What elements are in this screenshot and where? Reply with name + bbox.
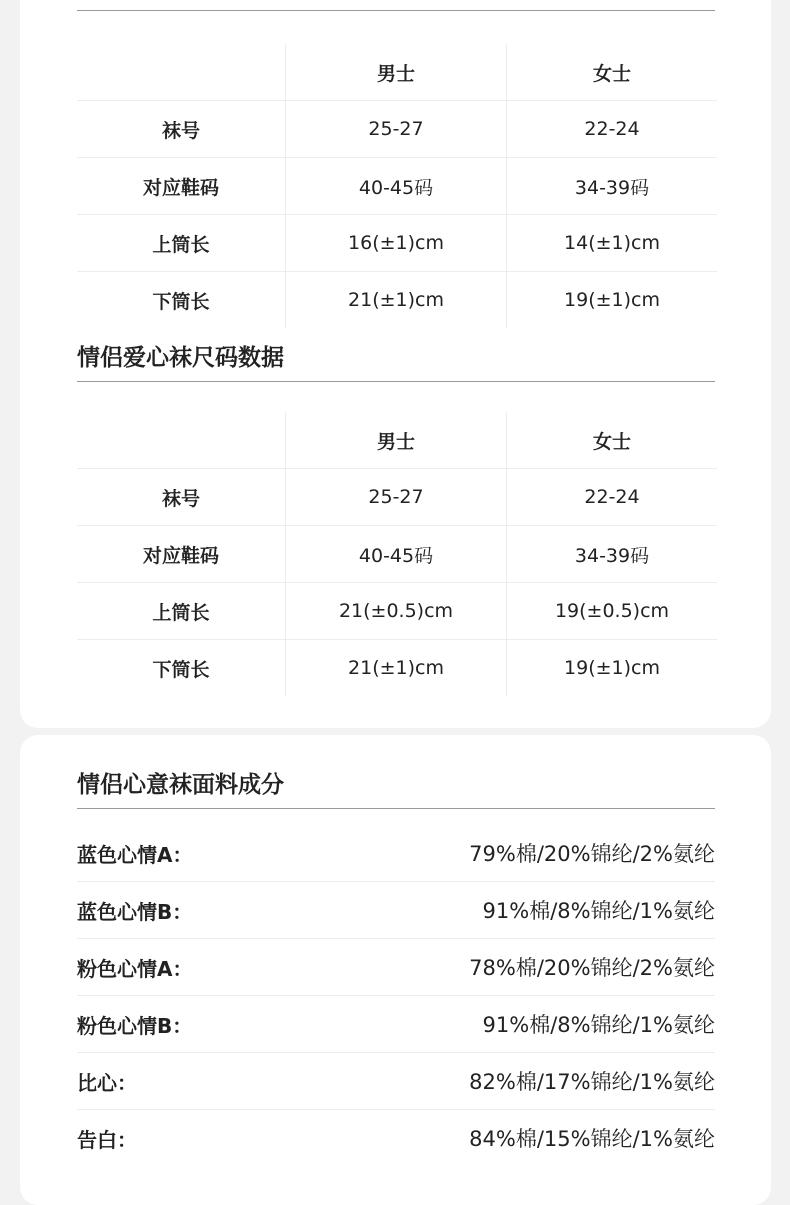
cell-women: 22-24	[507, 469, 718, 526]
fabric-value: 78%棉/20%锦纶/2%氨纶	[469, 956, 715, 980]
row-label: 上筒长	[77, 215, 286, 272]
cell-men: 25-27	[286, 469, 507, 526]
fabric-name: 告白：	[77, 1127, 137, 1152]
cell-men: 21(±0.5)cm	[286, 583, 507, 640]
size-card	[20, 0, 771, 728]
row-label: 下筒长	[77, 272, 286, 329]
fabric-card	[20, 735, 771, 1205]
row-label: 下筒长	[77, 640, 286, 697]
cell-women: 22-24	[507, 101, 718, 158]
table-row	[77, 272, 717, 329]
fabric-value: 91%棉/8%锦纶/1%氨纶	[482, 1013, 715, 1037]
table-header-row	[77, 44, 717, 101]
table-row	[77, 215, 717, 272]
cell-women: 14(±1)cm	[507, 215, 718, 272]
section-title-fabric: 情侣心意袜面料成分	[77, 768, 715, 809]
table-header-blank	[77, 44, 286, 101]
table-header-women: 女士	[507, 44, 718, 101]
table-header-men: 男士	[286, 412, 507, 469]
section-title-size-1	[77, 0, 715, 11]
cell-men: 40-45码	[286, 158, 507, 215]
table-row	[77, 526, 717, 583]
fabric-name: 比心：	[77, 1070, 137, 1095]
fabric-name: 粉色心情B：	[77, 1013, 193, 1038]
table-row	[77, 101, 717, 158]
table-header-men: 男士	[286, 44, 507, 101]
table-header-women: 女士	[507, 412, 718, 469]
cell-men: 16(±1)cm	[286, 215, 507, 272]
fabric-name: 蓝色心情B：	[77, 899, 193, 924]
cell-men: 21(±1)cm	[286, 640, 507, 697]
size-table-2	[77, 412, 717, 696]
list-item	[77, 882, 715, 939]
list-item	[77, 1053, 715, 1110]
fabric-name: 蓝色心情A：	[77, 842, 193, 867]
table-header-row	[77, 412, 717, 469]
list-item	[77, 1110, 715, 1166]
table-row	[77, 640, 717, 697]
list-item	[77, 996, 715, 1053]
size-table-1	[77, 44, 717, 328]
cell-men: 25-27	[286, 101, 507, 158]
cell-men: 40-45码	[286, 526, 507, 583]
row-label: 对应鞋码	[77, 158, 286, 215]
fabric-value: 84%棉/15%锦纶/1%氨纶	[469, 1127, 715, 1151]
cell-women: 19(±1)cm	[564, 657, 660, 679]
fabric-value: 91%棉/8%锦纶/1%氨纶	[482, 899, 715, 923]
table-row	[77, 469, 717, 526]
fabric-list	[77, 825, 715, 1166]
row-label: 对应鞋码	[77, 526, 286, 583]
cell-women: 34-39码	[507, 526, 718, 583]
table-header-blank	[77, 412, 286, 469]
list-item	[77, 825, 715, 882]
fabric-value: 82%棉/17%锦纶/1%氨纶	[469, 1070, 715, 1094]
row-label: 上筒长	[77, 583, 286, 640]
table-row	[77, 583, 717, 640]
row-label: 袜号	[77, 101, 286, 158]
cell-women: 19(±0.5)cm	[507, 583, 718, 640]
table-row	[77, 158, 717, 215]
fabric-name: 粉色心情A：	[77, 956, 193, 981]
fabric-value: 79%棉/20%锦纶/2%氨纶	[469, 842, 715, 866]
row-label: 袜号	[77, 469, 286, 526]
cell-women: 34-39码	[507, 158, 718, 215]
section-title-size-2: 情侣爱心袜尺码数据	[77, 341, 715, 382]
cell-women: 19(±1)cm	[564, 289, 660, 311]
list-item	[77, 939, 715, 996]
cell-men: 21(±1)cm	[286, 272, 507, 329]
